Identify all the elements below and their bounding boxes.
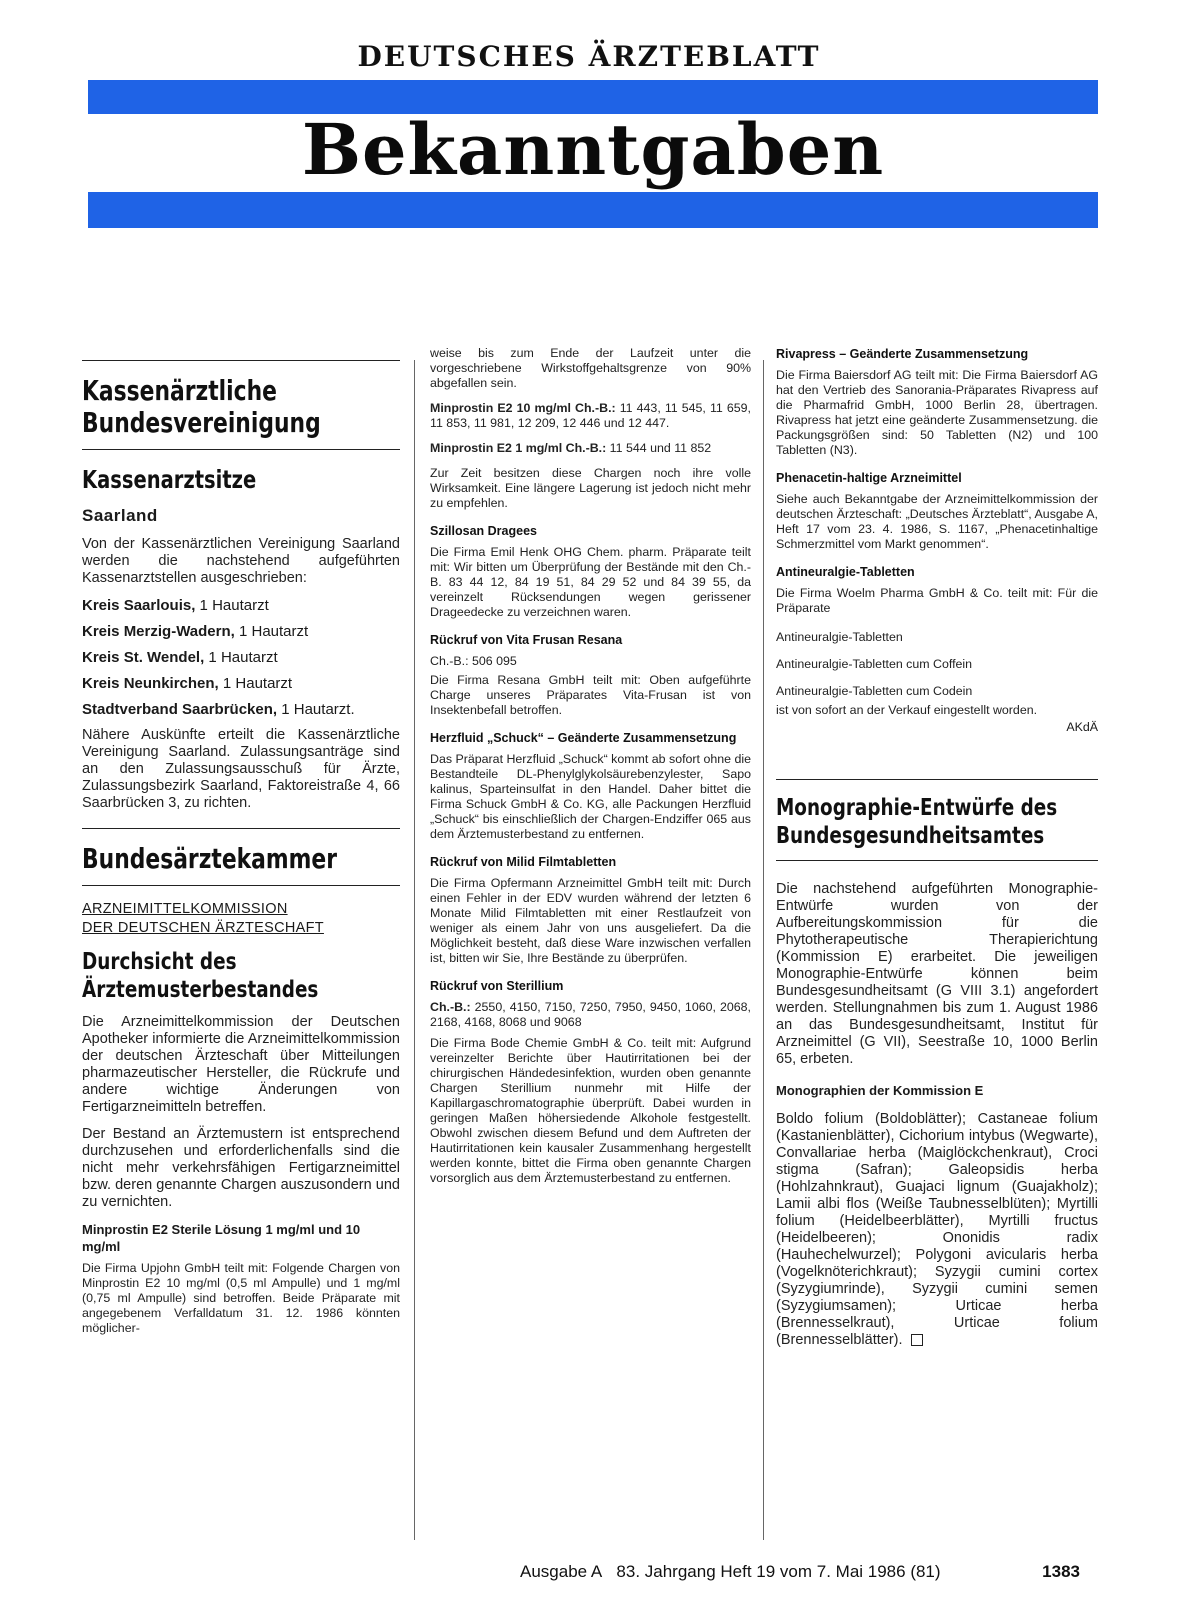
page-title: Bekanntgaben	[301, 108, 885, 191]
section-rule	[776, 779, 1098, 780]
subheading: Rivapress – Geänderte Zusammensetzung	[776, 347, 1029, 361]
paragraph: Die Firma Woelm Pharma GmbH & Co. teilt mit: Für die Präparate	[776, 586, 1098, 615]
page-number: 1383	[1042, 1562, 1080, 1581]
section-rule	[82, 828, 400, 829]
end-mark-icon	[911, 1334, 923, 1346]
list-item: Antineuralgie-Tabletten cum Coffein	[776, 657, 973, 671]
paragraph: Die Firma Baiersdorf AG teilt mit: Die Firma Baiersdorf AG hat den Vertrieb des Sanorania-Präparates Rivapress auf die Pharmafrid GmbH, 1000 Berlin 28, übertragen. Rivapress hat jetzt eine geänderte Zusammensetzung. die Packungsgrößen sind: 50 Tabletten (N2) und 100 Tabletten (N3).	[776, 368, 1098, 457]
signature: AKdÄ	[1066, 720, 1098, 734]
subheading: Antineuralgie-Tabletten	[776, 565, 915, 579]
paragraph: Boldo folium (Boldoblätter); Castaneae folium (Kastanienblätter), Cichorium intybus (Wegwarte), Convallariae herba (Maiglöckchenkraut), Croci stigma (Safran); Galeopsidis herba (Hohlzahnkraut), Guajaci lignum (Guajakholz); Lamii albi flos (Weiße Taubnesselblüten); Myrtilli folium (Heidelbeerblätter), Myrtilli fructus (Heidelbeeren); Ononidis radix (Hauhechelwurzel); Polygoni avicularis herba (Vogelknöterichkraut); Syzygii cumini cortex (Syzygiumrinde), Syzygii cumini semen (Syzygiumsamen); Urticae herba (Brennesselkraut), Urticae folium (Brennesselblätter).	[776, 1111, 1098, 1348]
subheading: Minprostin E2 Sterile Lösung 1 mg/ml und 10 mg/ml	[82, 1222, 361, 1254]
paragraph: Die Firma Resana GmbH teilt mit: Oben aufgeführte Charge unseres Präparates Vita-Frusan ist von Insektenbefall betroffen.	[430, 673, 751, 717]
subheading: Rückruf von Milid Filmtabletten	[430, 855, 617, 869]
list-item: Kreis Saarlouis, 1 Hautarzt	[82, 597, 269, 614]
issue-info: 83. Jahrgang Heft 19 vom 7. Mai 1986 (81)	[616, 1562, 941, 1581]
section-rule	[82, 360, 400, 361]
org-heading: Bundesärztekammer	[82, 842, 338, 875]
page-footer	[520, 1562, 1080, 1582]
committee-label: ARZNEIMITTELKOMMISSION DER DEUTSCHEN ÄRZTESCHAFT	[82, 901, 324, 936]
subheading: Szillosan Dragees	[430, 524, 537, 538]
edition-label: Ausgabe A	[520, 1562, 603, 1581]
list-item: Antineuralgie-Tabletten	[776, 630, 903, 644]
section-rule	[82, 885, 400, 886]
org-heading: Monographie-Entwürfe des Bundesgesundheitsamtes	[776, 795, 1058, 849]
subheading: Rückruf von Vita Frusan Resana	[430, 633, 623, 647]
column-1	[82, 360, 400, 1346]
blue-band-bottom	[88, 192, 1098, 228]
subheading: Monographien der Kommission E	[776, 1083, 984, 1098]
paragraph: Die Firma Emil Henk OHG Chem. pharm. Präparate teilt mit: Wir bitten um Überprüfung der Bestände mit den Ch.-B. 83 44 12, 84 19 51, 84 29 52 und 84 39 55, da vereinzelt Rücksendungen wegen gerissener Drageedecke zu verzeichnen waren.	[430, 545, 751, 619]
paragraph: ist von sofort an der Verkauf eingestellt worden.	[776, 703, 1038, 717]
column-divider	[414, 360, 415, 1540]
column-3	[776, 346, 1098, 1349]
batch-line: Minprostin E2 1 mg/ml Ch.-B.: 11 544 und 11 852	[430, 441, 712, 455]
subheading: Phenacetin-haltige Arzneimittel	[776, 471, 962, 485]
subheading: Herzfluid „Schuck“ – Geänderte Zusammensetzung	[430, 731, 737, 745]
paragraph: Der Bestand an Ärztemustern ist entsprechend durchzusehen und erforderlichenfalls sind die nicht mehr verkehrsfähigen Fertigarzneimittel bzw. deren genannte Chargen auszusondern und zu vernichten.	[82, 1126, 400, 1210]
section-heading: Kassenarztsitze	[82, 465, 257, 494]
list-item: Stadtverband Saarbrücken, 1 Hautarzt.	[82, 701, 355, 718]
section-rule	[82, 449, 400, 450]
paragraph: Von der Kassenärztlichen Vereinigung Saarland werden die nachstehend aufgeführten Kassenarztstellen ausgeschrieben:	[82, 536, 400, 586]
batch-line: Ch.-B.: 2550, 4150, 7150, 7250, 7950, 9450, 1060, 2068, 2168, 4168, 8068 und 9068	[430, 1000, 751, 1029]
org-heading: Kassenärztliche Bundesvereinigung	[82, 374, 321, 439]
column-2	[430, 346, 751, 1196]
signature-row	[776, 720, 1098, 735]
list-item: Kreis Merzig-Wadern, 1 Hautarzt	[82, 623, 309, 640]
paragraph: Die Firma Bode Chemie GmbH & Co. teilt mit: Aufgrund vereinzelter Berichte über Hautirritationen bei der chirurgischen Händedesinfektion, wurden oben genannte Chargen Sterillium nunmehr mit Hilfe der Kapillargaschromatographie überprüft. Dabei wurden in geringen Maßen höhersiedende Alkohole festgestellt. Obwohl zwischen diesem Befund und dem Auftreten der Hautirritationen kein kausaler Zusammenhang hergestellt werden konnte, bittet die Firma oben genannte Chargen vorsorglich aus dem Ärztemusterbestand zu entfernen.	[430, 1036, 751, 1185]
paragraph: Nähere Auskünfte erteilt die Kassenärztliche Vereinigung Saarland. Zulassungsanträge sind an den Zulassungsausschuß für Ärzte, Zulassungsbezirk Saarland, Faktoreistraße 4, 66 Saarbrücken 3, zu richten.	[82, 727, 400, 811]
paragraph: Siehe auch Bekanntgabe der Arzneimittelkommission der deutschen Ärzteschaft: „Deutsches Ärzteblatt“, Ausgabe A, Heft 17 vom 23. 4. 1986, S. 1167, „Phenacetinhaltige Schmerzmittel vom Markt genommen“.	[776, 492, 1098, 551]
list-item: Kreis Neunkirchen, 1 Hautarzt	[82, 675, 293, 692]
paragraph: Zur Zeit besitzen diese Chargen noch ihre volle Wirksamkeit. Eine längere Lagerung ist jedoch nicht mehr zu empfehlen.	[430, 466, 751, 510]
section-heading: Durchsicht des Ärztemusterbestandes	[82, 949, 319, 1003]
paragraph: Die Firma Upjohn GmbH teilt mit: Folgende Chargen von Minprostin E2 10 mg/ml (0,5 ml Ampulle) und 1 mg/ml (0,75 ml Ampulle) sind betroffen. Beide Präparate mit angegebenem Verfalldatum 31. 12. 1986 könnten möglicher-	[82, 1261, 400, 1335]
paragraph: Das Präparat Herzfluid „Schuck“ kommt ab sofort ohne die Bestandteile DL-Phenylglykolsäurebenzylester, Sapo kalinus, Sparteinsulfat in den Handel. Daher bittet die Firma Schuck GmbH & Co. KG, alle Packungen Herzfluid „Schuck“ bis einschließlich der Chargen-Endziffer 065 aus dem Ärztemusterbestand zu entfernen.	[430, 752, 751, 841]
list-item: Antineuralgie-Tabletten cum Codein	[776, 684, 973, 698]
section-rule	[776, 860, 1098, 861]
paragraph: weise bis zum Ende der Laufzeit unter die vorgeschriebene Wirkstoffgehaltsgrenze von 90% abgefallen sein.	[430, 346, 751, 390]
subheading: Rückruf von Sterillium	[430, 979, 564, 993]
paragraph: Die Arzneimittelkommission der Deutschen Apotheker informierte die Arzneimittelkommission der deutschen Ärzteschaft über Mitteilungen pharmazeutischer Hersteller, die Rückrufe und andere wichtige Änderungen von Fertigarzneimitteln betreffen.	[82, 1014, 400, 1115]
journal-name: DEUTSCHES ÄRZTEBLATT	[357, 40, 821, 73]
batch-line: Ch.-B.: 506 095	[430, 654, 517, 668]
list-item: Kreis St. Wendel, 1 Hautarzt	[82, 649, 278, 666]
region-heading: Saarland	[82, 506, 158, 525]
batch-line: Minprostin E2 10 mg/ml Ch.-B.: 11 443, 11 545, 11 659, 11 853, 11 981, 12 209, 12 446 und 12 447.	[430, 401, 751, 430]
paragraph: Die nachstehend aufgeführten Monographie-Entwürfe wurden von der Aufbereitungskommission für die Phytotherapeutische Therapierichtung (Kommission E) erarbeitet. Die jeweiligen Monographie-Entwürfe können beim Bundesgesundheitsamt (G VIII 3.1) angefordert werden. Stellungnahmen bis zum 1. August 1986 an das Bundesgesundheitsamt, Institut für Arzneimittel (G VII), Seestraße 10, 1000 Berlin 65, erbeten.	[776, 881, 1098, 1067]
paragraph: Die Firma Opfermann Arzneimittel GmbH teilt mit: Durch einen Fehler in der EDV wurden während der letzten 6 Monate Milid Filmtabletten mit einer Restlaufzeit von weniger als einem Jahr von uns ausgeliefert. Da die Möglichkeit besteht, daß diese Ware inzwischen verfallen ist, bitten wir Sie, Ihre Bestände zu überprüfen.	[430, 876, 751, 965]
column-divider	[763, 360, 764, 1540]
